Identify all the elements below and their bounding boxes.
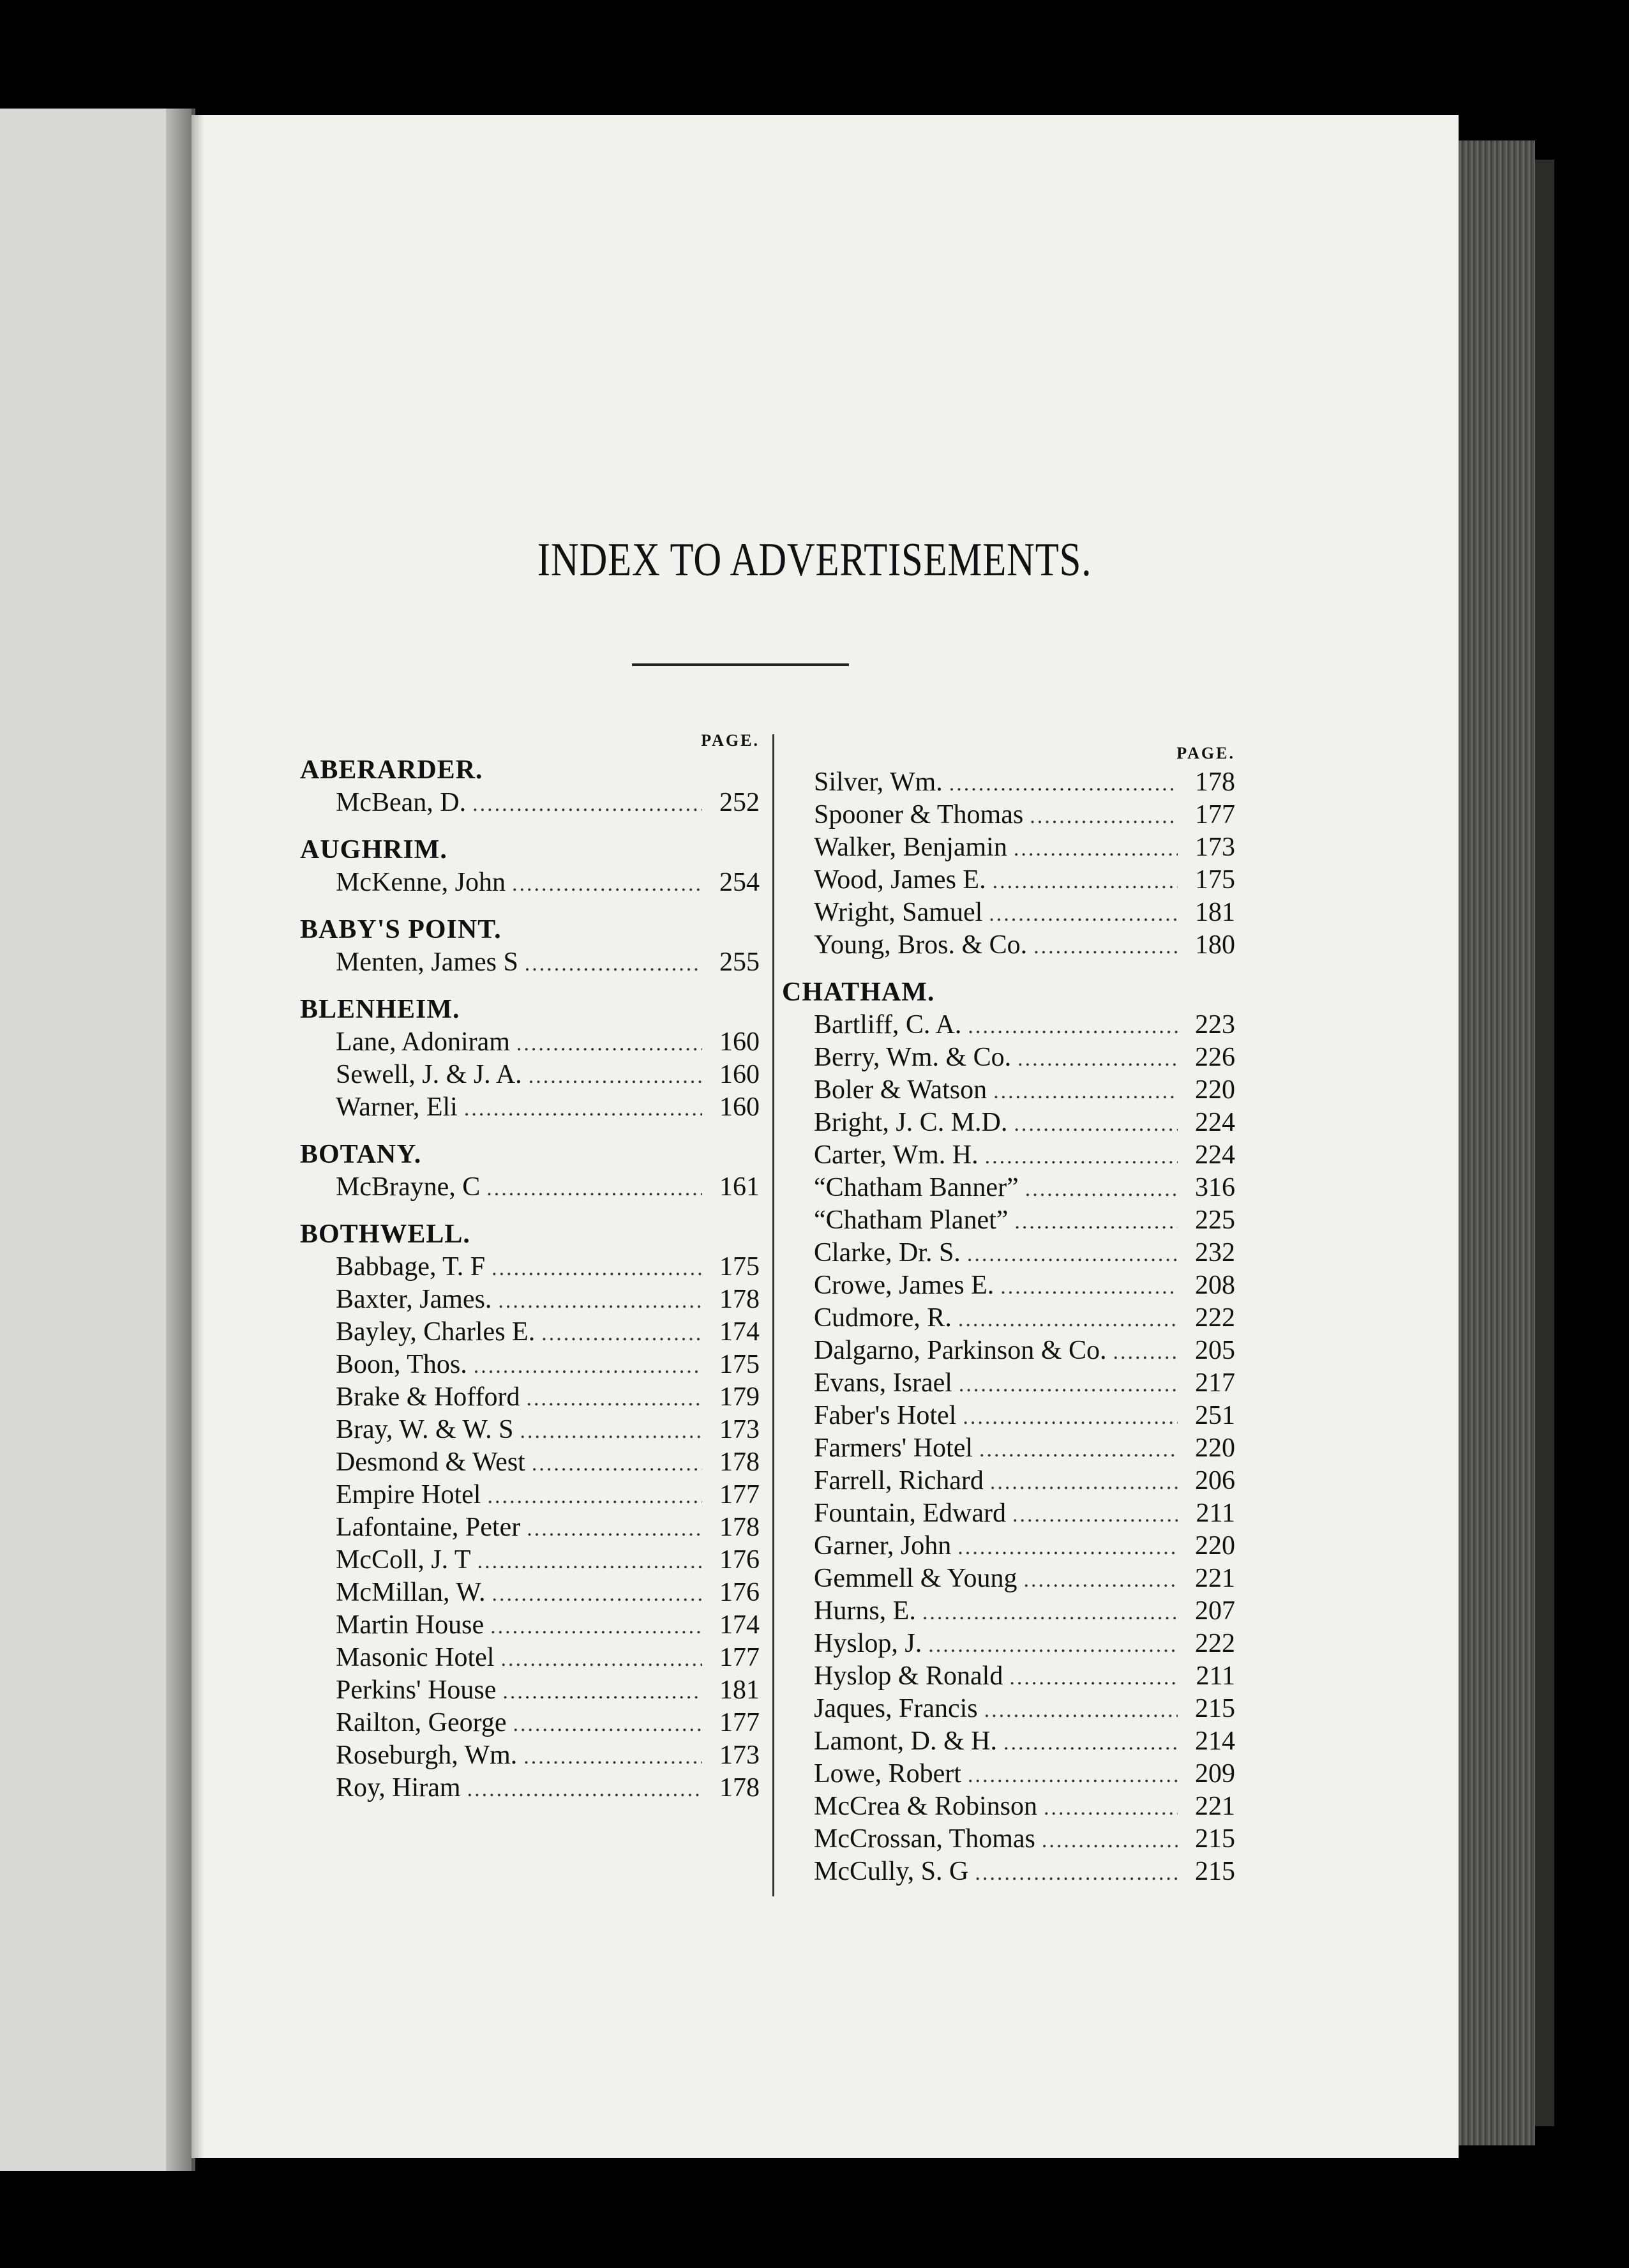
index-entry — [782, 1628, 1235, 1660]
dot-leader — [1042, 1825, 1178, 1857]
entry-name: Babbage, T. F — [336, 1252, 486, 1281]
index-entry — [300, 946, 760, 979]
entry-page-number: 178 — [719, 1285, 760, 1314]
index-entry — [782, 1107, 1235, 1139]
section-heading: BOTANY. — [300, 1140, 422, 1169]
entry-page-number: 211 — [1196, 1499, 1235, 1528]
index-entry — [300, 1026, 760, 1059]
dot-leader — [1012, 1499, 1178, 1531]
index-entry — [782, 1237, 1235, 1269]
entry-name: McBrayne, C — [336, 1172, 481, 1202]
entry-page-number: 177 — [719, 1480, 760, 1509]
index-entry — [300, 866, 760, 899]
entry-name: Lamont, D. & H. — [814, 1727, 997, 1756]
entry-page-number: 175 — [719, 1350, 760, 1379]
entry-page-number: 215 — [1195, 1824, 1235, 1854]
entry-name: Walker, Benjamin — [814, 833, 1007, 862]
section-heading: ABERARDER. — [300, 755, 483, 785]
entry-page-number: 178 — [719, 1513, 760, 1542]
entry-name: Faber's Hotel — [814, 1401, 957, 1430]
index-entry — [782, 1400, 1235, 1432]
index-entry — [300, 1739, 760, 1772]
dot-leader — [1014, 1108, 1178, 1140]
entry-name: Hyslop & Ronald — [814, 1661, 1003, 1691]
index-entry — [300, 1772, 760, 1804]
section-heading: AUGHRIM. — [300, 835, 447, 865]
entry-page-number: 215 — [1195, 1694, 1235, 1723]
entry-name: Baxter, James. — [336, 1285, 492, 1314]
entry-name: Farmers' Hotel — [814, 1433, 973, 1463]
title-rule — [632, 663, 849, 666]
entry-page-number: 178 — [719, 1448, 760, 1477]
page-gutter-shadow — [191, 115, 204, 2158]
dot-leader — [500, 1644, 702, 1675]
entry-page-number: 175 — [1195, 865, 1235, 895]
index-entry — [782, 1856, 1235, 1888]
dot-leader — [989, 898, 1178, 930]
right-sections — [782, 976, 1235, 1888]
index-entry — [300, 787, 760, 819]
entry-name: Hurns, E. — [814, 1596, 916, 1626]
entry-page-number: 226 — [1195, 1043, 1235, 1072]
section-heading: BLENHEIM. — [300, 995, 460, 1024]
entry-name: McMillan, W. — [336, 1578, 486, 1607]
entry-name: Silver, Wm. — [814, 767, 943, 797]
dot-leader — [513, 1709, 702, 1741]
entry-name: Roy, Hiram — [336, 1773, 461, 1803]
left-sections — [300, 753, 760, 1804]
dot-leader — [1113, 1336, 1178, 1368]
index-entry — [300, 1544, 760, 1576]
index-entry — [782, 1497, 1235, 1530]
entry-page-number: 224 — [1195, 1108, 1235, 1137]
index-entry — [782, 1074, 1235, 1107]
entry-page-number: 221 — [1195, 1564, 1235, 1593]
entry-name: Roseburgh, Wm. — [336, 1741, 518, 1770]
dot-leader — [963, 1402, 1178, 1433]
entry-name: Spooner & Thomas — [814, 800, 1024, 829]
dot-leader — [477, 1546, 702, 1578]
index-entry — [300, 1511, 760, 1544]
left-column — [300, 728, 760, 1804]
index-entry — [782, 1465, 1235, 1497]
dot-leader — [993, 866, 1178, 898]
entry-page-number: 215 — [1195, 1857, 1235, 1886]
entry-name: Bray, W. & W. S — [336, 1415, 514, 1444]
dot-leader — [523, 1741, 702, 1773]
dot-leader — [967, 1239, 1178, 1271]
entry-page-number: 207 — [1195, 1596, 1235, 1626]
entry-page-number: 255 — [719, 948, 760, 977]
entry-page-number: 176 — [719, 1545, 760, 1575]
index-entry — [782, 1530, 1235, 1562]
entry-page-number: 181 — [1195, 898, 1235, 927]
entry-name: McCrossan, Thomas — [814, 1824, 1035, 1854]
entry-name: Wright, Samuel — [814, 898, 983, 927]
index-entry — [782, 1334, 1235, 1367]
entry-page-number: 223 — [1195, 1010, 1235, 1040]
entry-page-number: 178 — [1195, 767, 1235, 797]
index-entry — [782, 1693, 1235, 1725]
entry-name: Lafontaine, Peter — [336, 1513, 521, 1542]
entry-page-number: 252 — [719, 788, 760, 817]
left-page-edge — [0, 109, 195, 2171]
index-entry — [300, 1446, 760, 1479]
dot-leader — [949, 768, 1178, 800]
dot-leader — [1000, 1271, 1178, 1303]
entry-name: McCrea & Robinson — [814, 1792, 1037, 1821]
dot-leader — [1024, 1564, 1178, 1596]
index-entry — [300, 1316, 760, 1349]
index-entry — [782, 766, 1235, 799]
index-entry — [782, 864, 1235, 896]
index-entry — [782, 1725, 1235, 1758]
entry-name: Martin House — [336, 1610, 484, 1640]
entry-name: Boon, Thos. — [336, 1350, 467, 1379]
index-entry — [782, 1041, 1235, 1074]
entry-page-number: 161 — [719, 1172, 760, 1202]
entry-name: “Chatham Planet” — [814, 1206, 1009, 1235]
entry-page-number: 173 — [719, 1415, 760, 1444]
entry-page-number: 174 — [719, 1317, 760, 1347]
dot-leader — [1025, 1174, 1178, 1206]
entry-name: Perkins' House — [336, 1675, 497, 1705]
entry-name: Bayley, Charles E. — [336, 1317, 536, 1347]
dot-leader — [922, 1597, 1178, 1629]
dot-leader — [520, 1416, 703, 1448]
entry-name: Boler & Watson — [814, 1075, 987, 1105]
entry-page-number: 222 — [1195, 1303, 1235, 1333]
entry-page-number: 160 — [719, 1027, 760, 1057]
gutter-shade — [166, 109, 191, 2171]
dot-leader — [532, 1448, 702, 1480]
dot-leader — [968, 1011, 1178, 1043]
entry-name: Young, Bros. & Co. — [814, 930, 1028, 960]
entry-name: McCully, S. G — [814, 1857, 969, 1886]
entry-name: McKenne, John — [336, 868, 506, 897]
dot-leader — [959, 1369, 1178, 1401]
index-entry — [782, 1367, 1235, 1400]
index-entry — [782, 1172, 1235, 1204]
dot-leader — [1017, 1043, 1178, 1075]
section-heading: BABY'S POINT. — [300, 915, 502, 944]
entry-name: Desmond & West — [336, 1448, 525, 1477]
entry-name: Bartliff, C. A. — [814, 1010, 962, 1040]
dot-leader — [527, 1513, 702, 1545]
entry-name: Lowe, Robert — [814, 1759, 961, 1788]
entry-name: Warner, Eli — [336, 1092, 458, 1122]
dot-leader — [1009, 1662, 1178, 1694]
dot-leader — [985, 1141, 1178, 1173]
dot-leader — [525, 948, 702, 980]
index-entry — [300, 1707, 760, 1739]
entry-page-number: 221 — [1195, 1792, 1235, 1821]
entry-page-number: 175 — [719, 1252, 760, 1281]
entry-page-number: 220 — [1195, 1433, 1235, 1463]
index-entry — [300, 1381, 760, 1414]
dot-leader — [492, 1253, 702, 1285]
entry-page-number: 176 — [719, 1578, 760, 1607]
entry-page-number: 160 — [719, 1060, 760, 1089]
entry-page-number: 316 — [1195, 1173, 1235, 1202]
entry-name: McColl, J. T — [336, 1545, 471, 1575]
entry-page-number: 177 — [1195, 800, 1235, 829]
entry-page-number: 177 — [719, 1708, 760, 1737]
entry-page-number: 217 — [1195, 1368, 1235, 1398]
entry-page-number: 173 — [719, 1741, 760, 1770]
index-entry — [782, 929, 1235, 962]
entry-name: Carter, Wm. H. — [814, 1140, 979, 1170]
entry-name: Menten, James S — [336, 948, 518, 977]
dot-leader — [1003, 1727, 1178, 1759]
entry-name: Garner, John — [814, 1531, 952, 1561]
entry-name: Gemmell & Young — [814, 1564, 1017, 1593]
index-entry — [782, 1790, 1235, 1823]
dot-leader — [529, 1061, 702, 1092]
entry-name: Berry, Wm. & Co. — [814, 1043, 1012, 1072]
index-entry — [300, 1251, 760, 1283]
dot-leader — [502, 1676, 702, 1708]
index-entry — [300, 1576, 760, 1609]
page-title: INDEX TO ADVERTISEMENTS. — [537, 534, 1092, 586]
entry-name: Farrell, Richard — [814, 1466, 984, 1495]
entry-page-number: 160 — [719, 1092, 760, 1122]
entry-name: Railton, George — [336, 1708, 507, 1737]
dot-leader — [1044, 1792, 1178, 1824]
dot-leader — [975, 1857, 1178, 1889]
dot-leader — [467, 1774, 702, 1806]
dot-leader — [979, 1434, 1178, 1466]
dot-leader — [958, 1304, 1178, 1336]
entry-name: Brake & Hofford — [336, 1382, 520, 1412]
entry-page-number: 222 — [1195, 1629, 1235, 1658]
entry-page-number: 173 — [1195, 833, 1235, 862]
continued-entries — [782, 766, 1235, 962]
entry-page-number: 181 — [719, 1675, 760, 1705]
entry-page-number: 211 — [1196, 1661, 1235, 1691]
dot-leader — [1014, 1206, 1178, 1238]
entry-name: Evans, Israel — [814, 1368, 952, 1398]
index-entry — [782, 1204, 1235, 1237]
dot-leader — [498, 1285, 702, 1317]
entry-name: Bright, J. C. M.D. — [814, 1108, 1008, 1137]
dot-leader — [487, 1481, 702, 1513]
dot-leader — [490, 1611, 702, 1643]
book-page-edges — [1459, 140, 1535, 2145]
entry-name: “Chatham Banner” — [814, 1173, 1019, 1202]
index-entry — [300, 1349, 760, 1381]
entry-name: Lane, Adoniram — [336, 1027, 510, 1057]
entry-page-number: 232 — [1195, 1238, 1235, 1267]
index-entry — [300, 1479, 760, 1511]
entry-page-number: 251 — [1195, 1401, 1235, 1430]
entry-name: Fountain, Edward — [814, 1499, 1006, 1528]
entry-page-number: 208 — [1195, 1271, 1235, 1300]
entry-page-number: 224 — [1195, 1140, 1235, 1170]
entry-page-number: 178 — [719, 1773, 760, 1803]
index-entry — [300, 1283, 760, 1316]
dot-leader — [1030, 801, 1178, 833]
index-entry — [300, 1674, 760, 1707]
entry-page-number: 174 — [719, 1610, 760, 1640]
dot-leader — [957, 1532, 1178, 1564]
entry-name: McBean, D. — [336, 788, 467, 817]
entry-page-number: 205 — [1195, 1336, 1235, 1365]
index-entry — [782, 831, 1235, 864]
entry-page-number: 220 — [1195, 1531, 1235, 1561]
index-entry — [782, 1595, 1235, 1628]
entry-name: Sewell, J. & J. A. — [336, 1060, 522, 1089]
index-entry — [300, 1642, 760, 1674]
index-entry — [782, 1269, 1235, 1302]
index-entry — [300, 1414, 760, 1446]
page-column-header: PAGE. — [1176, 744, 1235, 762]
index-entry — [782, 1562, 1235, 1595]
entry-page-number: 209 — [1195, 1759, 1235, 1788]
dot-leader — [526, 1383, 702, 1415]
book-cover-edge — [1535, 160, 1554, 2126]
page-column-header: PAGE. — [701, 731, 760, 750]
section-heading: BOTHWELL. — [300, 1220, 470, 1249]
entry-name: Hyslop, J. — [814, 1629, 922, 1658]
entry-name: Masonic Hotel — [336, 1643, 495, 1672]
index-entry — [782, 1139, 1235, 1172]
dot-leader — [492, 1578, 702, 1610]
dot-leader — [984, 1695, 1178, 1727]
dot-leader — [474, 1350, 702, 1382]
dot-leader — [464, 1093, 702, 1125]
entry-page-number: 214 — [1195, 1727, 1235, 1756]
section-heading: CHATHAM. — [782, 978, 935, 1007]
dot-leader — [1014, 833, 1178, 865]
entry-name: Cudmore, R. — [814, 1303, 952, 1333]
dot-leader — [1033, 931, 1178, 963]
index-entry — [782, 1823, 1235, 1856]
index-entry — [300, 1171, 760, 1204]
entry-name: Clarke, Dr. S. — [814, 1238, 961, 1267]
entry-page-number: 180 — [1195, 930, 1235, 960]
entry-page-number: 225 — [1195, 1206, 1235, 1235]
entry-name: Jaques, Francis — [814, 1694, 978, 1723]
entry-name: Wood, James E. — [814, 865, 986, 895]
dot-leader — [472, 789, 702, 820]
dot-leader — [516, 1028, 702, 1060]
column-divider — [772, 734, 774, 1896]
dot-leader — [990, 1467, 1178, 1499]
entry-name: Empire Hotel — [336, 1480, 481, 1509]
dot-leader — [968, 1760, 1178, 1792]
index-entry — [300, 1059, 760, 1091]
index-entry — [782, 1009, 1235, 1041]
index-entry — [782, 799, 1235, 831]
dot-leader — [928, 1629, 1178, 1661]
right-column — [782, 741, 1235, 1888]
index-entry — [782, 1660, 1235, 1693]
dot-leader — [486, 1173, 702, 1205]
entry-page-number: 177 — [719, 1643, 760, 1672]
dot-leader — [541, 1318, 702, 1350]
dot-leader — [512, 868, 702, 900]
entry-page-number: 206 — [1195, 1466, 1235, 1495]
index-entry — [300, 1609, 760, 1642]
index-entry — [300, 1091, 760, 1124]
entry-page-number: 179 — [719, 1382, 760, 1412]
entry-page-number: 220 — [1195, 1075, 1235, 1105]
entry-name: Dalgarno, Parkinson & Co. — [814, 1336, 1107, 1365]
dot-leader — [993, 1076, 1178, 1108]
index-entry — [782, 1432, 1235, 1465]
entry-page-number: 254 — [719, 868, 760, 897]
index-entry — [782, 1758, 1235, 1790]
entry-name: Crowe, James E. — [814, 1271, 995, 1300]
index-entry — [782, 1302, 1235, 1334]
index-entry — [782, 896, 1235, 929]
